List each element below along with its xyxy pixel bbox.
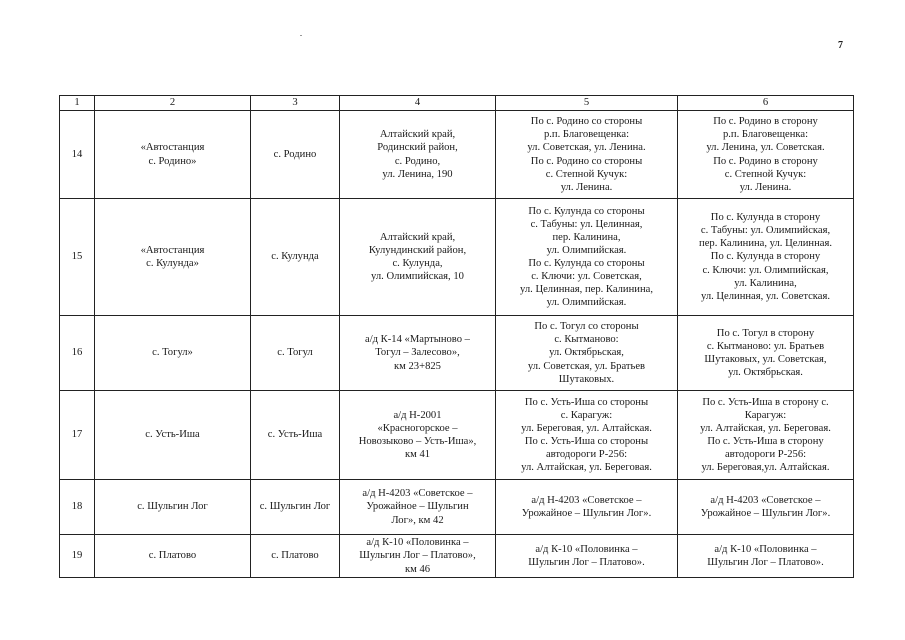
table-row <box>60 480 854 535</box>
header-cell: 2 <box>95 96 251 111</box>
route-departing: По с. Кулунда в сторону с. Табуны: ул. Олимпийская, пер. Калинина, ул. Целинная. По с. Кулунда в сторону с. Ключи: ул. Олимпийская, ул. Калинина, ул. Целинная, ул. Советская. <box>678 199 854 316</box>
stop-address: Алтайский край, Родинский район, с. Родино, ул. Ленина, 190 <box>340 111 496 199</box>
route-departing: По с. Усть-Иша в сторону с. Карагуж: ул. Алтайская, ул. Береговая. По с. Усть-Иша в сторону автодороги Р-256: ул. Береговая,ул. Алтайская. <box>678 391 854 480</box>
stop-address: а/д Н-2001 «Красногорское – Новозыково – Усть-Иша», км 41 <box>340 391 496 480</box>
route-arriving: По с. Родино со стороны р.п. Благовещенка: ул. Советская, ул. Ленина. По с. Родино со стороны с. Степной Кучук: ул. Ленина. <box>496 111 678 199</box>
table-row <box>60 199 854 316</box>
route-arriving: По с. Тогул со стороны с. Кытманово: ул. Октябрьская, ул. Советская, ул. Братьев Шутаковых. <box>496 316 678 391</box>
table-row <box>60 391 854 480</box>
row-number: 16 <box>60 316 95 391</box>
header-cell: 6 <box>678 96 854 111</box>
page-number: 7 <box>838 40 843 51</box>
stop-address: а/д Н-4203 «Советское – Урожайное – Шульгин Лог», км 42 <box>340 480 496 535</box>
stop-address: Алтайский край, Кулундинский район, с. Кулунда, ул. Олимпийская, 10 <box>340 199 496 316</box>
locality: с. Тогул <box>251 316 340 391</box>
route-arriving: а/д Н-4203 «Советское – Урожайное – Шульгин Лог». <box>496 480 678 535</box>
row-number: 17 <box>60 391 95 480</box>
table-row <box>60 316 854 391</box>
stop-name: «Автостанция с. Кулунда» <box>95 199 251 316</box>
header-cell: 5 <box>496 96 678 111</box>
route-arriving: По с. Кулунда со стороны с. Табуны: ул. Целинная, пер. Калинина, ул. Олимпийская. По с. Кулунда со стороны с. Ключи: ул. Советская, ул. Целинная, пер. Калинина, ул. Олимпийская. <box>496 199 678 316</box>
scan-speck <box>300 35 302 36</box>
stop-name: с. Тогул» <box>95 316 251 391</box>
stop-address: а/д К-14 «Мартыново – Тогул – Залесово», км 23+825 <box>340 316 496 391</box>
locality: с. Шульгин Лог <box>251 480 340 535</box>
table-header-row <box>60 96 854 111</box>
stop-name: с. Усть-Иша <box>95 391 251 480</box>
route-departing: а/д К-10 «Половинка – Шульгин Лог – Платово». <box>678 535 854 578</box>
stop-name: с. Шульгин Лог <box>95 480 251 535</box>
locality: с. Родино <box>251 111 340 199</box>
route-arriving: а/д К-10 «Половинка – Шульгин Лог – Платово». <box>496 535 678 578</box>
row-number: 15 <box>60 199 95 316</box>
stop-address: а/д К-10 «Половинка – Шульгин Лог – Платово», км 46 <box>340 535 496 578</box>
header-cell: 1 <box>60 96 95 111</box>
row-number: 19 <box>60 535 95 578</box>
table-row <box>60 535 854 578</box>
route-departing: По с. Родино в сторону р.п. Благовещенка: ул. Ленина, ул. Советская. По с. Родино в сторону с. Степной Кучук: ул. Ленина. <box>678 111 854 199</box>
row-number: 14 <box>60 111 95 199</box>
header-cell: 4 <box>340 96 496 111</box>
locality: с. Платово <box>251 535 340 578</box>
locality: с. Кулунда <box>251 199 340 316</box>
row-number: 18 <box>60 480 95 535</box>
table-row <box>60 111 854 199</box>
stop-name: «Автостанция с. Родино» <box>95 111 251 199</box>
header-cell: 3 <box>251 96 340 111</box>
route-departing: а/д Н-4203 «Советское – Урожайное – Шульгин Лог». <box>678 480 854 535</box>
route-departing: По с. Тогул в сторону с. Кытманово: ул. Братьев Шутаковых, ул. Советская, ул. Октябрьская. <box>678 316 854 391</box>
stop-name: с. Платово <box>95 535 251 578</box>
locality: с. Усть-Иша <box>251 391 340 480</box>
bus-stops-table <box>59 95 854 578</box>
route-arriving: По с. Усть-Иша со стороны с. Карагуж: ул. Береговая, ул. Алтайская. По с. Усть-Иша со стороны автодороги Р-256: ул. Алтайская, ул. Береговая. <box>496 391 678 480</box>
